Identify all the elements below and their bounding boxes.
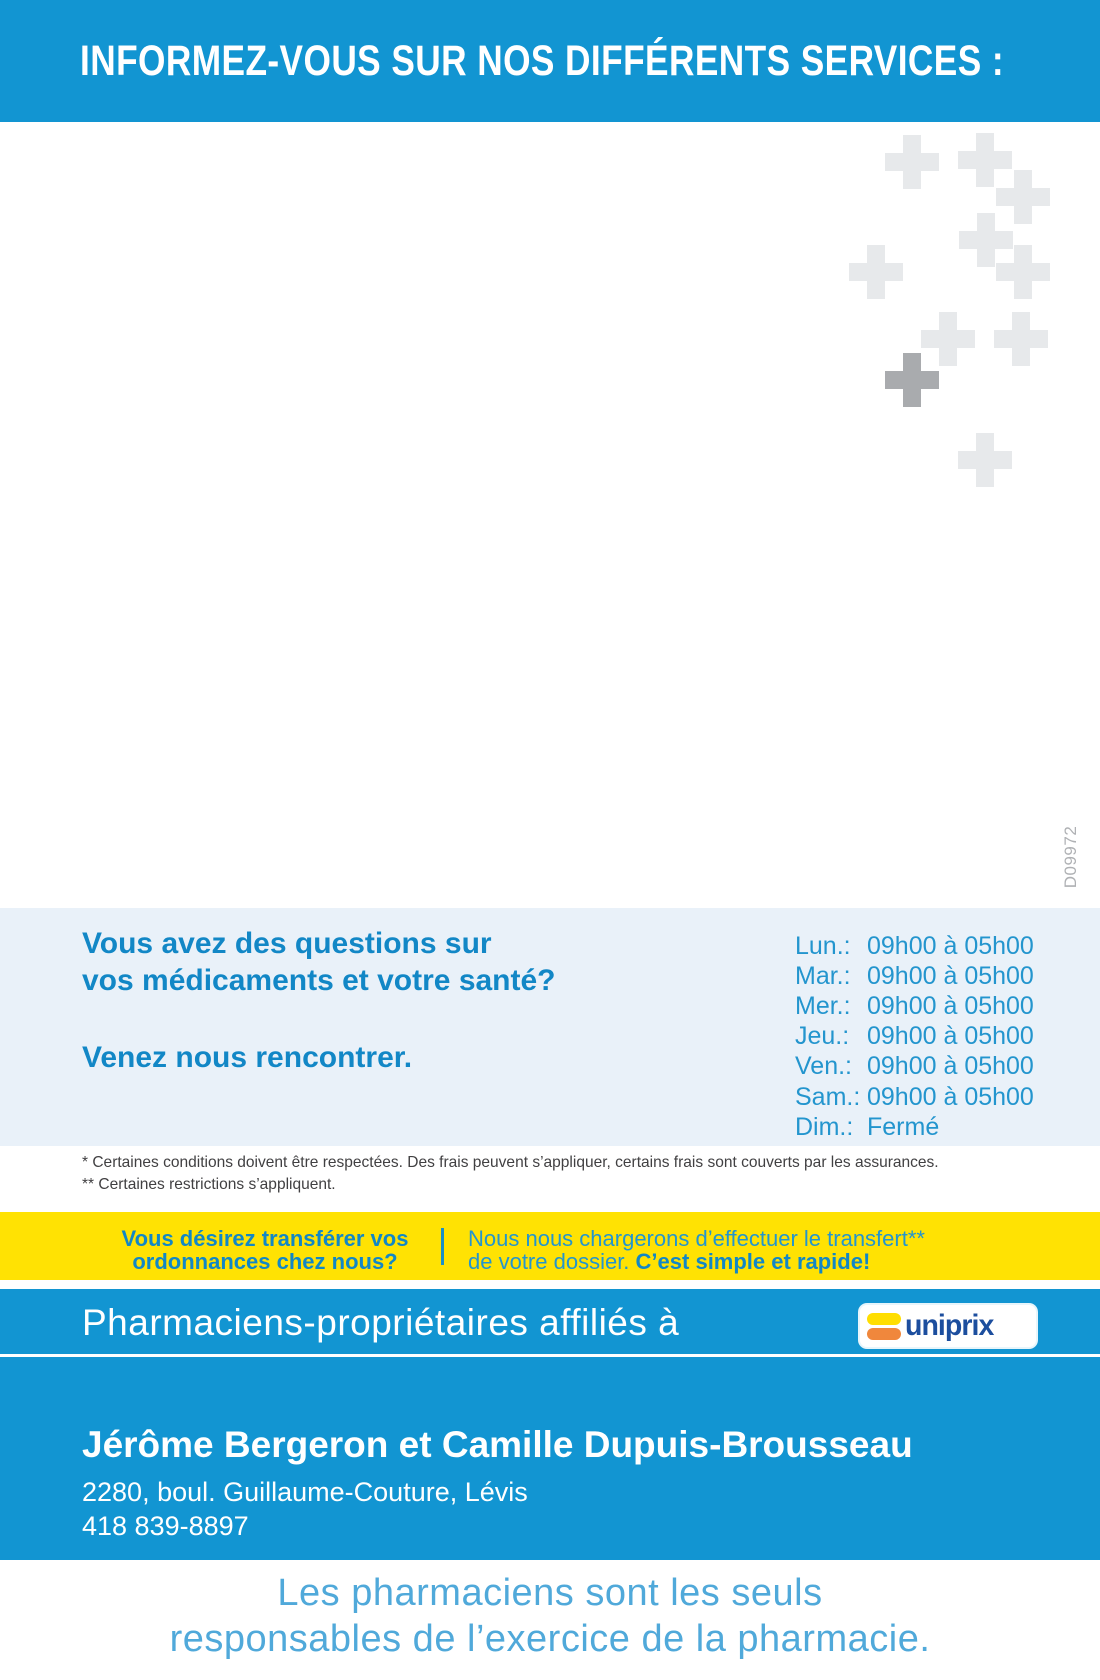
transfer-answer-line2 — [468, 1250, 925, 1273]
day-label: Jeu.: — [795, 1022, 850, 1051]
white-divider-line — [0, 1354, 1100, 1357]
day-label: Dim.: — [795, 1112, 854, 1141]
uniprix-logo-text: uniprix — [905, 1309, 994, 1342]
plus-icon — [849, 245, 903, 299]
footnote-restrictions: ** Certaines restrictions s’appliquent. — [82, 1176, 336, 1193]
transfer-answer — [468, 1227, 925, 1273]
logo-orange-bar — [867, 1328, 901, 1340]
meet-us-text: Venez nous rencontrer. — [82, 1041, 413, 1074]
vertical-divider — [441, 1228, 444, 1265]
disclaimer-line1: Les pharmaciens sont les seuls — [277, 1572, 823, 1614]
footnotes — [82, 1152, 939, 1196]
plus-icon-dark — [885, 353, 939, 407]
hours-row-monday — [795, 931, 1034, 961]
document-code: D09972 — [1061, 825, 1080, 889]
plus-icon — [959, 213, 1013, 267]
transfer-question-line2: ordonnances chez nous? — [132, 1249, 398, 1274]
transfer-answer-normal: de votre dossier. — [468, 1249, 636, 1274]
plus-cross-decoration — [800, 110, 1100, 500]
questions-text — [82, 925, 556, 999]
owner-address: 2280, boul. Guillaume-Couture, Lévis — [82, 1477, 528, 1507]
time-value: 09h00 à 05h00 — [867, 1052, 1034, 1081]
time-value: 09h00 à 05h00 — [867, 1082, 1034, 1111]
header-band — [0, 0, 1100, 122]
transfer-question-line1: Vous désirez transférer vos — [121, 1226, 409, 1251]
logo-yellow-bar — [867, 1313, 901, 1325]
hours-row-tuesday — [795, 961, 1034, 991]
plus-icon — [885, 135, 939, 189]
footnote-conditions: * Certaines conditions doivent être respectées. Des frais peuvent s’appliquer, certains frais sont couverts par les assurances. — [82, 1154, 939, 1171]
time-value: 09h00 à 05h00 — [867, 991, 1034, 1020]
questions-line1: Vous avez des questions sur — [82, 927, 492, 960]
plus-icon — [958, 133, 1012, 187]
day-label: Ven.: — [795, 1052, 852, 1081]
hours-row-thursday — [795, 1022, 1034, 1052]
plus-icon — [994, 312, 1048, 366]
owner-phone: 418 839-8897 — [82, 1511, 249, 1541]
hours-row-saturday — [795, 1082, 1034, 1112]
hours-row-friday — [795, 1052, 1034, 1082]
transfer-answer-bold: C’est simple et rapide! — [635, 1249, 871, 1274]
plus-icon — [958, 433, 1012, 487]
uniprix-logo — [860, 1305, 1036, 1347]
hours-row-sunday — [795, 1112, 1034, 1142]
time-value: 09h00 à 05h00 — [867, 1022, 1034, 1051]
affiliation-label: Pharmaciens-propriétaires affiliés à — [82, 1302, 680, 1343]
time-value: 09h00 à 05h00 — [867, 961, 1034, 990]
hours-row-wednesday — [795, 991, 1034, 1021]
transfer-question — [100, 1227, 430, 1273]
day-label: Lun.: — [795, 931, 851, 960]
time-value: 09h00 à 05h00 — [867, 931, 1034, 960]
day-label: Mer.: — [795, 991, 851, 1020]
day-label: Mar.: — [795, 961, 851, 990]
time-value: Fermé — [867, 1112, 940, 1141]
uniprix-logo-bars-icon — [867, 1313, 901, 1340]
plus-icon — [996, 245, 1050, 299]
opening-hours-table — [795, 931, 1034, 1142]
pharmacist-disclaimer — [0, 1570, 1100, 1662]
transfer-answer-line1: Nous nous chargerons d’effectuer le transfert** — [468, 1226, 925, 1251]
disclaimer-line2: responsables de l’exercice de la pharmacie. — [169, 1618, 931, 1660]
plus-icon — [996, 170, 1050, 224]
owner-names: Jérôme Bergeron et Camille Dupuis-Brousseau — [82, 1424, 913, 1465]
page-title: INFORMEZ-VOUS SUR NOS DIFFÉRENTS SERVICES : — [80, 36, 1005, 85]
questions-line2: vos médicaments et votre santé? — [82, 964, 556, 997]
plus-icon — [921, 312, 975, 366]
day-label: Sam.: — [795, 1082, 861, 1111]
